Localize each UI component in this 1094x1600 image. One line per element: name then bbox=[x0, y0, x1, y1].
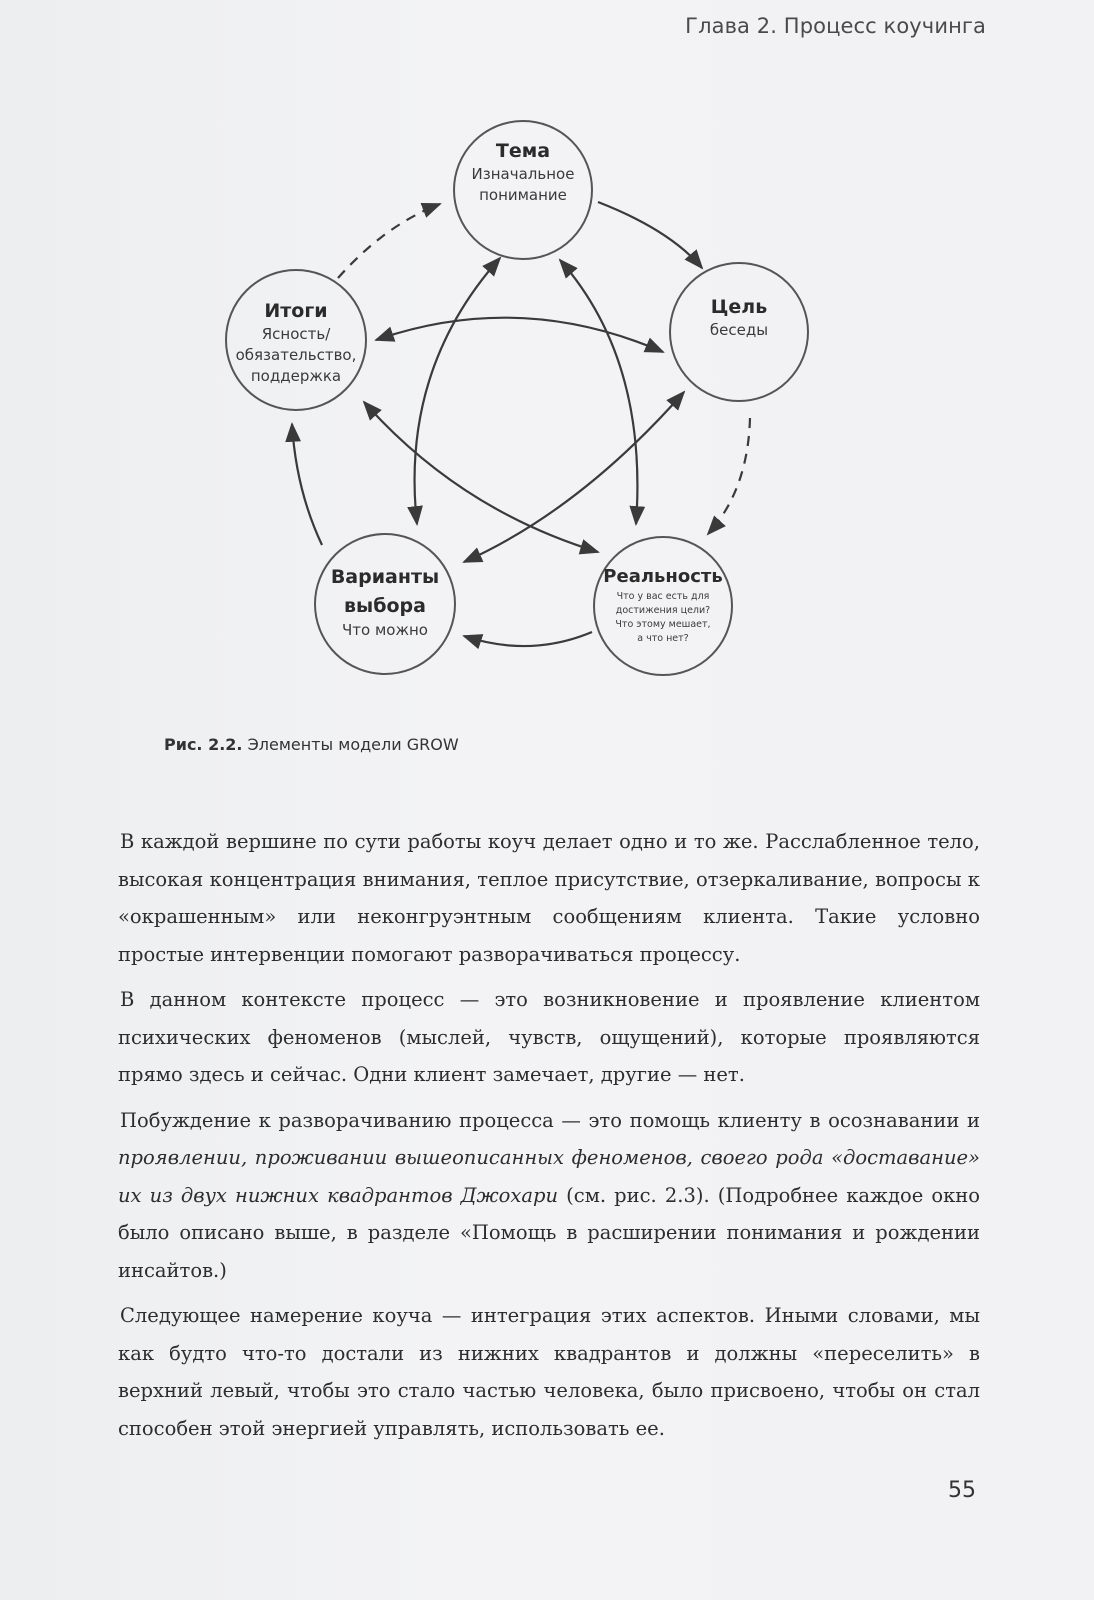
paragraph-text: В каждой вершине по сути работы коуч делает одно и то же. Расслабленное тело, высокая концентрация внимания, теплое присутствие, отзеркаливание, вопросы к «окрашенным» или неконгруэнтным сообщениям клиента. Такие условно простые интервенции помогают разворачиваться процессу. bbox=[118, 830, 980, 966]
node-reality-line: а что нет? bbox=[637, 633, 689, 644]
node-topic-line: понимание bbox=[479, 186, 567, 204]
arrow-topic-to-goal bbox=[598, 202, 702, 268]
node-reality-line: Что у вас есть для bbox=[616, 591, 710, 602]
node-reality-line: Что этому мешает, bbox=[615, 619, 711, 630]
running-head: Глава 2. Процесс коучинга bbox=[685, 14, 986, 38]
grow-model-diagram bbox=[200, 120, 860, 700]
paragraph bbox=[118, 981, 980, 1094]
node-topic-line: Изначальное bbox=[471, 165, 575, 183]
paragraph bbox=[118, 1297, 980, 1447]
paragraph-text: Следующее намерение коуча — интеграция этих аспектов. Иными словами, мы как будто что-то достали из нижних квадрантов и должны «переселить» в верхний левый, чтобы это стало частью человека, было присвоено, чтобы он стал способен этой энергией управлять, использовать ее. bbox=[118, 1304, 980, 1440]
node-results-line: Ясность/ bbox=[261, 325, 331, 343]
node-topic bbox=[453, 138, 593, 206]
page-number: 55 bbox=[948, 1478, 976, 1503]
node-results-line: обязательство, bbox=[235, 346, 357, 364]
arrow-topic-reality bbox=[560, 260, 637, 524]
paragraph-text: (см. рис. 2.3). (Подробнее каждое окно было описано выше, в разделе «Помощь в расширении понимания и рождении инсайтов.) bbox=[118, 1183, 980, 1282]
arrow-results-goal bbox=[376, 318, 663, 352]
node-options-title: Варианты bbox=[330, 566, 440, 588]
figure-caption-text: Элементы модели GROW bbox=[242, 735, 459, 754]
arrow-goal-to-reality-dashed bbox=[708, 418, 750, 534]
node-options bbox=[315, 562, 455, 641]
paragraph-text: Побуждение к разворачиванию процесса — это помощь клиенту в осознавании и bbox=[120, 1108, 980, 1132]
figure-caption-label: Рис. 2.2. bbox=[164, 735, 243, 754]
node-reality-title: Реальность bbox=[603, 566, 723, 587]
node-goal bbox=[669, 294, 809, 341]
paragraph-italic-text: проявлении, проживании вышеописанных феноменов, своего рода «доставание» их из двух нижних квадрантов Джохари bbox=[118, 1146, 980, 1207]
node-results-line: поддержка bbox=[250, 367, 342, 385]
arrow-reality-to-options bbox=[464, 632, 592, 646]
body-text bbox=[118, 823, 980, 1455]
node-reality-line: достижения цели? bbox=[615, 605, 711, 616]
arrow-results-reality bbox=[364, 402, 598, 552]
node-goal-line: беседы bbox=[709, 321, 769, 339]
node-results bbox=[224, 298, 368, 387]
node-topic-title: Тема bbox=[495, 140, 551, 162]
arrow-options-to-results bbox=[292, 424, 322, 545]
diagram-graphics bbox=[200, 120, 860, 700]
figure-caption bbox=[164, 735, 459, 754]
paragraph-text: В данном контексте процесс — это возникновение и проявление клиентом психических феноменов (мыслей, чувств, ощущений), которые проявляются прямо здесь и сейчас. Одни клиент замечает, другие — нет. bbox=[118, 988, 980, 1086]
node-options-title: выбора bbox=[344, 595, 426, 617]
node-results-title: Итоги bbox=[264, 300, 328, 322]
arrow-options-goal bbox=[464, 392, 684, 562]
node-reality bbox=[588, 564, 738, 646]
arrow-results-to-topic-dashed bbox=[338, 204, 440, 278]
node-options-line: Что можно bbox=[342, 621, 428, 639]
node-goal-title: Цель bbox=[710, 296, 768, 318]
paragraph bbox=[118, 1102, 980, 1290]
paragraph bbox=[118, 823, 980, 973]
